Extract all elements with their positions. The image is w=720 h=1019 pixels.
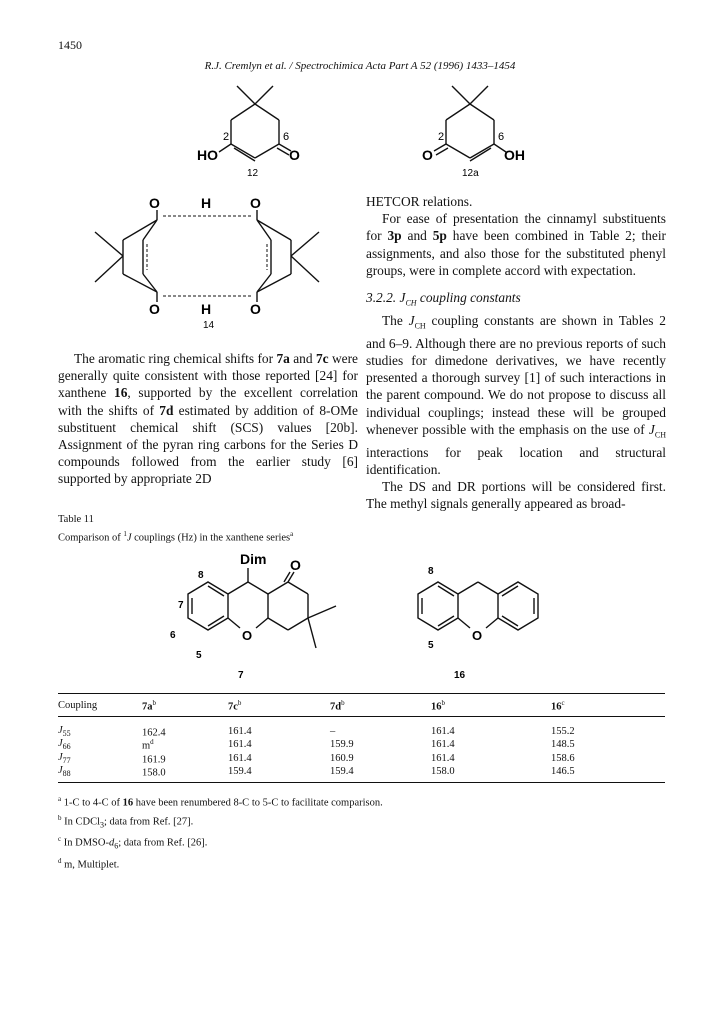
coupling-cell: $J_{77}$ bbox=[58, 751, 71, 765]
bond bbox=[288, 582, 308, 594]
bond bbox=[446, 104, 470, 120]
value-cell: 158.6 bbox=[551, 752, 575, 764]
benzene-ring bbox=[418, 582, 458, 630]
structure-12 bbox=[185, 78, 325, 178]
bond bbox=[268, 618, 288, 630]
bond bbox=[228, 582, 248, 594]
value-cell: 159.9 bbox=[330, 739, 354, 751]
atom-o: O bbox=[149, 195, 160, 211]
coupling-cell: $J_{55}$ bbox=[58, 724, 71, 738]
structure-label: 12a bbox=[462, 168, 479, 178]
value-cell: 158.0 bbox=[142, 767, 166, 779]
footnote: $^c$ In DMSO-$d_6$; data from Ref. [26]. bbox=[58, 835, 208, 851]
value-cell: 162.4 bbox=[142, 727, 166, 738]
coupling-cell: $J_{66}$ bbox=[58, 738, 71, 752]
atom-h: H bbox=[201, 195, 212, 211]
bond bbox=[95, 232, 123, 256]
atom-o: O bbox=[242, 628, 253, 643]
structure-12a bbox=[400, 78, 540, 178]
value-cell: 161.4 bbox=[228, 725, 252, 737]
value-cell: 161.9 bbox=[142, 754, 166, 765]
bond bbox=[256, 618, 268, 628]
bond bbox=[228, 618, 240, 628]
column-header: $7a^b$ bbox=[142, 699, 156, 713]
section-heading: 3.2.2. $J_{CH}$ coupling constants bbox=[366, 290, 521, 308]
value-cell: 146.5 bbox=[551, 766, 575, 778]
bond bbox=[257, 220, 271, 240]
footnote: $^a$ 1-C to 4-C of 16 have been renumbered 8-C to 5-C to facilitate comparison. bbox=[58, 795, 383, 809]
value-cell: 159.4 bbox=[228, 766, 252, 778]
value-cell: 161.4 bbox=[431, 739, 455, 751]
page-number: 1450 bbox=[58, 38, 82, 52]
locant-2: 2 bbox=[438, 131, 445, 143]
bond bbox=[255, 86, 273, 104]
bond bbox=[268, 582, 288, 594]
footnote: $^d$ m, Multiplet. bbox=[58, 856, 120, 871]
bond bbox=[452, 86, 470, 104]
atom-o: O bbox=[250, 301, 261, 317]
atom-o: O bbox=[472, 628, 483, 643]
bond bbox=[237, 86, 255, 104]
bond bbox=[291, 232, 319, 256]
bond bbox=[248, 582, 268, 594]
table-caption bbox=[58, 513, 293, 546]
coupling-cell: $J_{88}$ bbox=[58, 765, 71, 779]
atom-h: H bbox=[201, 301, 212, 317]
bond bbox=[470, 86, 488, 104]
paragraph: The DS and DR portions will be considered first. The methyl signals generally appeared as broad- bbox=[366, 479, 666, 512]
value-cell: – bbox=[330, 725, 336, 737]
table-row bbox=[58, 738, 665, 752]
carbonyl-label: O bbox=[422, 147, 433, 163]
structure-label: 12 bbox=[247, 168, 259, 178]
column-header: $7c^b$ bbox=[228, 699, 242, 713]
table-title: Comparison of $^1$J couplings (Hz) in the xanthene series$^a$ bbox=[58, 530, 294, 544]
paragraph: HETCOR relations. bbox=[366, 194, 473, 209]
structure-7 bbox=[160, 548, 360, 683]
running-head: R.J. Cremlyn et al. / Spectrochimica Acta Part A 52 (1996) 1433–1454 bbox=[204, 60, 516, 72]
bond bbox=[231, 144, 255, 158]
bond bbox=[257, 220, 291, 240]
value-cell: 161.4 bbox=[431, 752, 455, 764]
bond bbox=[308, 606, 336, 618]
bond bbox=[470, 144, 494, 158]
structure-label: 14 bbox=[203, 320, 215, 331]
table-row bbox=[58, 752, 665, 766]
value-cell: 161.4 bbox=[431, 725, 455, 737]
atom-o: O bbox=[250, 195, 261, 211]
coupling-table bbox=[58, 693, 665, 779]
value-cell: 160.9 bbox=[330, 752, 354, 764]
value-cell: 148.5 bbox=[551, 739, 575, 751]
locant-5: 5 bbox=[196, 650, 202, 661]
locant-6: 6 bbox=[498, 131, 505, 143]
bond bbox=[143, 220, 157, 240]
structure-16 bbox=[400, 548, 560, 683]
column-header: $7d^b$ bbox=[330, 699, 345, 713]
paragraph: For ease of presentation the cinnamyl substituents for 3p and 5p have been combined in Table 2; their assignments, and also those for the substituted phenyl groups, were in complete accord with expectation. bbox=[366, 211, 666, 278]
table-header-row bbox=[58, 693, 665, 719]
structure-label: 16 bbox=[454, 670, 466, 681]
bond bbox=[123, 274, 157, 292]
bond bbox=[470, 104, 494, 120]
hydroxyl-label: HO bbox=[197, 147, 218, 163]
bond bbox=[486, 618, 498, 628]
locant-8: 8 bbox=[198, 570, 204, 581]
left-column-text bbox=[58, 350, 358, 488]
bond bbox=[257, 274, 271, 292]
value-cell: 159.4 bbox=[330, 766, 354, 778]
bond bbox=[458, 582, 478, 594]
structure-14 bbox=[85, 192, 335, 332]
benzene-ring bbox=[188, 582, 228, 630]
table-row bbox=[58, 725, 665, 739]
carbonyl-label: O bbox=[289, 147, 300, 163]
locant-6: 6 bbox=[170, 630, 176, 641]
bond bbox=[308, 618, 316, 648]
value-cell: 161.4 bbox=[228, 739, 252, 751]
paragraph: The $J_{CH}$ coupling constants are shown in Tables 2 and 6–9. Although there are no previous reports of such studies for dimedone derivatives, we have recently presented a thorough survey [1] of such interactions in the parent compound. We do not propose to discuss all individual couplings; instead these will be grouped whenever possible with the emphasis on the use of $J_{CH}$ interactions for peak location and structural identification. bbox=[366, 312, 666, 477]
bond bbox=[288, 618, 308, 630]
substituent-label: Dim bbox=[240, 551, 267, 567]
table-row bbox=[58, 765, 665, 779]
table-bottom-rule bbox=[58, 782, 665, 783]
value-cell: 161.4 bbox=[228, 752, 252, 764]
column-header: 16$^b$ bbox=[431, 699, 445, 713]
bond bbox=[143, 274, 157, 292]
right-column-text bbox=[366, 193, 666, 512]
bond bbox=[291, 256, 319, 282]
bond bbox=[478, 582, 498, 594]
bond bbox=[234, 148, 255, 161]
atom-o: O bbox=[149, 301, 160, 317]
bond bbox=[470, 148, 491, 161]
bond bbox=[255, 104, 279, 120]
paragraph: The aromatic ring chemical shifts for 7a and 7c were generally quite consistent with those reported [24] for xanthene 16, supported by the excellent correlation with the shifts of 7d estimated by addition of 8-OMe substituent chemical shift (SCS) values [20b]. Assignment of the pyran ring carbons for the Series D compounds followed from the earlier study [6] supported by appropriate 2D bbox=[58, 351, 359, 487]
bond bbox=[446, 144, 470, 158]
table-footnotes bbox=[58, 792, 383, 872]
bond bbox=[231, 104, 255, 120]
column-header: Coupling bbox=[58, 700, 98, 712]
atom-o: O bbox=[290, 557, 301, 573]
value-cell: 155.2 bbox=[551, 725, 575, 737]
bond bbox=[458, 618, 470, 628]
table-number: Table 11 bbox=[58, 514, 94, 525]
column-header: 16$^c$ bbox=[551, 699, 565, 713]
footnote: $^b$ In CDCl$_3$; data from Ref. [27]. bbox=[58, 813, 194, 830]
locant-7: 7 bbox=[178, 600, 184, 611]
locant-2: 2 bbox=[223, 131, 230, 143]
bond bbox=[219, 144, 231, 152]
locant-5: 5 bbox=[428, 640, 434, 651]
benzene-ring bbox=[498, 582, 538, 630]
locant-6: 6 bbox=[283, 131, 290, 143]
value-cell: $m^d$ bbox=[142, 738, 154, 752]
structure-label: 7 bbox=[238, 670, 244, 681]
value-cell: 158.0 bbox=[431, 766, 455, 778]
bond bbox=[123, 220, 157, 240]
hydroxyl-label: OH bbox=[504, 147, 525, 163]
locant-8: 8 bbox=[428, 566, 434, 577]
bond bbox=[255, 144, 279, 158]
bond bbox=[257, 274, 291, 292]
bond bbox=[95, 256, 123, 282]
